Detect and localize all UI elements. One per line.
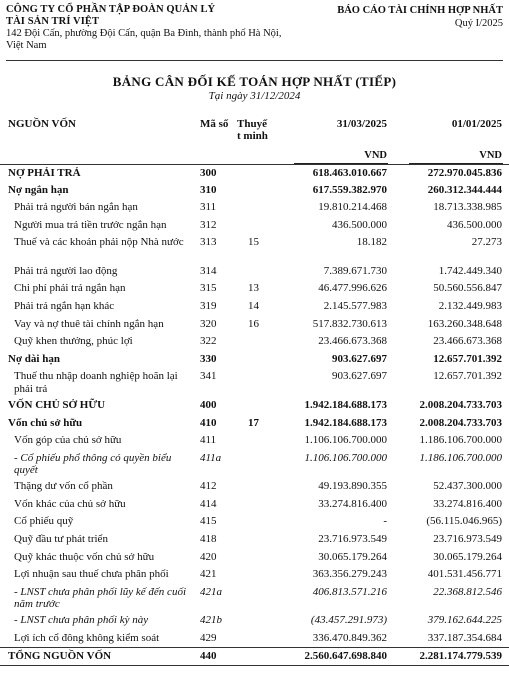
table-row xyxy=(0,164,509,182)
column-header-note xyxy=(237,118,268,142)
row-value-period2: 260.312.344.444 xyxy=(427,183,502,196)
row-value-period2: 379.162.644.225 xyxy=(427,614,502,627)
row-note: 16 xyxy=(248,317,259,330)
row-value-period2: 2.008.204.733.703 xyxy=(419,416,502,429)
column-header-note-line1: Thuyế xyxy=(237,118,267,130)
row-name: Phải trả người lao động xyxy=(14,264,118,277)
row-value-period1: 23.466.673.368 xyxy=(318,335,387,348)
row-code: 315 xyxy=(200,282,217,295)
row-value-period1: 903.627.697 xyxy=(332,352,387,365)
table-row xyxy=(0,647,509,665)
table-row xyxy=(0,333,509,351)
table-row xyxy=(0,217,509,235)
row-name: TỔNG NGUỒN VỐN xyxy=(8,650,112,663)
row-value-period1: 1.942.184.688.173 xyxy=(304,398,387,411)
row-code: 319 xyxy=(200,300,217,313)
row-note: 14 xyxy=(248,300,259,313)
row-name: Thặng dư vốn cổ phần xyxy=(14,480,113,493)
row-value-period2: 163.260.348.648 xyxy=(427,317,502,330)
row-value-period2: 50.560.556.847 xyxy=(433,282,502,295)
table-row xyxy=(0,584,509,613)
row-value-period2: 18.713.338.985 xyxy=(433,201,502,214)
row-code: 440 xyxy=(200,650,217,663)
row-name: Quỹ đầu tư phát triển xyxy=(14,533,108,545)
row-name: VỐN CHỦ SỞ HỮU xyxy=(8,398,106,411)
unit-label-period2: VND xyxy=(479,150,502,161)
company-address-line1: 142 Đội Cấn, phường Đội Cấn, quận Ba Đình, thành phố Hà Nội, xyxy=(6,28,282,39)
row-value-period1: 49.193.890.355 xyxy=(318,480,387,493)
row-name: Vốn góp của chủ sở hữu xyxy=(14,434,122,447)
row-name: Người mua trả tiền trước ngắn hạn xyxy=(14,218,167,231)
page-subtitle: Tại ngày 31/12/2024 xyxy=(208,90,301,102)
row-value-period1: 436.500.000 xyxy=(332,218,387,231)
header-divider xyxy=(6,60,503,61)
row-code: 314 xyxy=(200,264,217,277)
column-header-name: NGUỒN VỐN xyxy=(8,118,76,130)
row-value-period2: 2.008.204.733.703 xyxy=(419,398,502,411)
row-value-period1: 7.389.671.730 xyxy=(323,264,387,277)
unit-label-period1: VND xyxy=(364,150,387,161)
row-name: Vốn chủ sở hữu xyxy=(8,416,83,429)
row-name: Thuế thu nhập doanh nghiệp hoãn lại phải trả xyxy=(14,370,178,395)
row-value-period2: (56.115.046.965) xyxy=(426,515,502,528)
row-value-period1: 2.560.647.698.840 xyxy=(304,650,387,663)
company-address-line2: Việt Nam xyxy=(6,40,47,51)
row-code: 418 xyxy=(200,533,217,545)
table-row xyxy=(0,263,509,281)
row-value-period2: 1.742.449.340 xyxy=(438,264,502,277)
row-value-period1: 617.559.382.970 xyxy=(312,183,387,196)
row-code: 311 xyxy=(200,201,217,214)
row-value-period1: 46.477.996.626 xyxy=(318,282,387,295)
row-value-period1: 1.942.184.688.173 xyxy=(304,416,387,429)
row-value-period2: 12.657.701.392 xyxy=(433,370,502,383)
row-name: Vay và nợ thuê tài chính ngắn hạn xyxy=(14,317,164,330)
row-value-period1: 336.470.849.362 xyxy=(312,631,387,644)
table-row xyxy=(0,415,509,433)
row-name: Quỹ khen thưởng, phúc lợi xyxy=(14,335,133,348)
column-header-period2: 01/01/2025 xyxy=(451,118,502,130)
row-code: 330 xyxy=(200,352,217,365)
row-code: 412 xyxy=(200,480,217,493)
row-note: 17 xyxy=(248,416,259,429)
row-value-period1: 18.182 xyxy=(356,236,387,249)
row-value-period2: 23.466.673.368 xyxy=(433,335,502,348)
page-title: BẢNG CÂN ĐỐI KẾ TOÁN HỢP NHẤT (TIẾP) xyxy=(112,74,397,89)
row-name: Nợ dài hạn xyxy=(8,352,60,365)
row-value-period1: (43.457.291.973) xyxy=(310,614,387,627)
row-code: 300 xyxy=(200,167,217,179)
table-row xyxy=(0,182,509,200)
table-row xyxy=(0,450,509,479)
table-row xyxy=(0,280,509,298)
row-value-period2: 401.531.456.771 xyxy=(427,568,502,581)
row-value-period2: 27.273 xyxy=(471,236,502,249)
row-name: Phải trả người bán ngắn hạn xyxy=(14,201,138,214)
row-code: 421 xyxy=(200,568,217,581)
column-header-code: Mã số xyxy=(200,118,229,130)
row-note: 13 xyxy=(248,282,259,295)
table-row xyxy=(0,566,509,584)
table-row xyxy=(0,432,509,450)
row-value-period2: 436.500.000 xyxy=(447,218,502,231)
report-header xyxy=(337,4,503,30)
row-name: - Cổ phiếu phổ thông có quyền biểu quyết xyxy=(14,451,172,477)
column-header-period1: 31/03/2025 xyxy=(336,118,387,130)
row-value-period1: 30.065.179.264 xyxy=(318,550,387,563)
row-value-period1: 2.145.577.983 xyxy=(323,300,387,313)
report-title: BÁO CÁO TÀI CHÍNH HỢP NHẤT xyxy=(337,5,503,16)
row-name: Thuế và các khoản phải nộp Nhà nước xyxy=(14,236,184,249)
table-row xyxy=(0,496,509,514)
balance-sheet-table xyxy=(0,164,509,666)
table-row xyxy=(0,531,509,549)
row-value-period2: 23.716.973.549 xyxy=(433,533,502,545)
row-value-period1: 618.463.010.667 xyxy=(312,167,387,179)
row-code: 341 xyxy=(200,370,217,383)
row-code: 310 xyxy=(200,183,217,196)
table-row xyxy=(0,234,509,263)
row-code: 322 xyxy=(200,335,217,348)
row-code: 421b xyxy=(200,614,222,627)
row-code: 320 xyxy=(200,317,217,330)
table-row xyxy=(0,298,509,316)
row-value-period2: 2.281.174.779.539 xyxy=(419,650,502,663)
row-value-period2: 2.132.449.983 xyxy=(438,300,502,313)
report-period: Quý I/2025 xyxy=(454,18,503,29)
row-name: - LNST chưa phân phối lũy kế đến cuối năm trước xyxy=(14,585,186,611)
row-value-period1: 517.832.730.613 xyxy=(312,317,387,330)
row-value-period2: 52.437.300.000 xyxy=(433,480,502,493)
row-name: Lợi nhuận sau thuế chưa phân phối xyxy=(14,568,169,581)
row-code: 421a xyxy=(200,585,222,598)
table-row xyxy=(0,478,509,496)
row-value-period2: 1.186.106.700.000 xyxy=(419,434,502,447)
row-value-period2: 12.657.701.392 xyxy=(433,352,502,365)
row-value-period2: 337.187.354.684 xyxy=(427,631,502,644)
row-note: 15 xyxy=(248,236,259,249)
row-name: Chi phí phải trả ngắn hạn xyxy=(14,282,126,295)
column-header-note-line2: t minh xyxy=(237,130,268,142)
row-value-period1: 406.813.571.216 xyxy=(312,585,387,598)
row-code: 411a xyxy=(200,451,222,464)
row-value-period2: 22.368.812.546 xyxy=(433,585,502,598)
row-name: Nợ ngắn hạn xyxy=(8,183,69,196)
row-value-period1: 1.106.106.700.000 xyxy=(304,434,387,447)
company-name-line1: CÔNG TY CỔ PHẦN TẬP ĐOÀN QUẢN LÝ xyxy=(6,4,216,15)
table-row xyxy=(0,549,509,567)
row-name: NỢ PHẢI TRẢ xyxy=(8,167,81,179)
row-name: Vốn khác của chủ sở hữu xyxy=(14,497,126,510)
table-row xyxy=(0,630,509,648)
table-row xyxy=(0,199,509,217)
company-header xyxy=(6,4,336,52)
row-value-period1: 363.356.279.243 xyxy=(312,568,387,581)
row-value-period2: 30.065.179.264 xyxy=(433,550,502,563)
row-name: Quỹ khác thuộc vốn chủ sở hữu xyxy=(14,550,155,563)
table-row xyxy=(0,513,509,531)
table-bottom-rule xyxy=(0,665,509,666)
table-row xyxy=(0,316,509,334)
row-name: Lợi ích cổ đông không kiểm soát xyxy=(14,631,160,644)
row-value-period1: - xyxy=(383,515,387,528)
row-name: - LNST chưa phân phối kỳ này xyxy=(14,614,149,627)
table-row xyxy=(0,351,509,369)
row-value-period2: 1.186.106.700.000 xyxy=(419,451,502,464)
row-code: 429 xyxy=(200,631,217,644)
row-code: 400 xyxy=(200,398,217,411)
row-code: 312 xyxy=(200,218,217,231)
row-value-period1: 903.627.697 xyxy=(332,370,387,383)
table-row xyxy=(0,368,509,397)
row-name: Cổ phiếu quỹ xyxy=(14,515,74,528)
row-code: 420 xyxy=(200,550,217,563)
row-value-period1: 1.106.106.700.000 xyxy=(304,451,387,464)
row-value-period1: 23.716.973.549 xyxy=(318,533,387,545)
row-code: 414 xyxy=(200,497,217,510)
table-row xyxy=(0,397,509,415)
row-code: 411 xyxy=(200,434,217,447)
row-code: 415 xyxy=(200,515,217,528)
row-name: Phải trả ngắn hạn khác xyxy=(14,300,115,313)
row-code: 313 xyxy=(200,236,217,249)
row-code: 410 xyxy=(200,416,217,429)
row-value-period2: 33.274.816.400 xyxy=(433,497,502,510)
row-value-period1: 19.810.214.468 xyxy=(318,201,387,214)
company-name-line2: TÀI SẢN TRÍ VIỆT xyxy=(6,16,100,27)
table-row xyxy=(0,612,509,630)
row-value-period2: 272.970.045.836 xyxy=(427,167,502,179)
row-value-period1: 33.274.816.400 xyxy=(318,497,387,510)
